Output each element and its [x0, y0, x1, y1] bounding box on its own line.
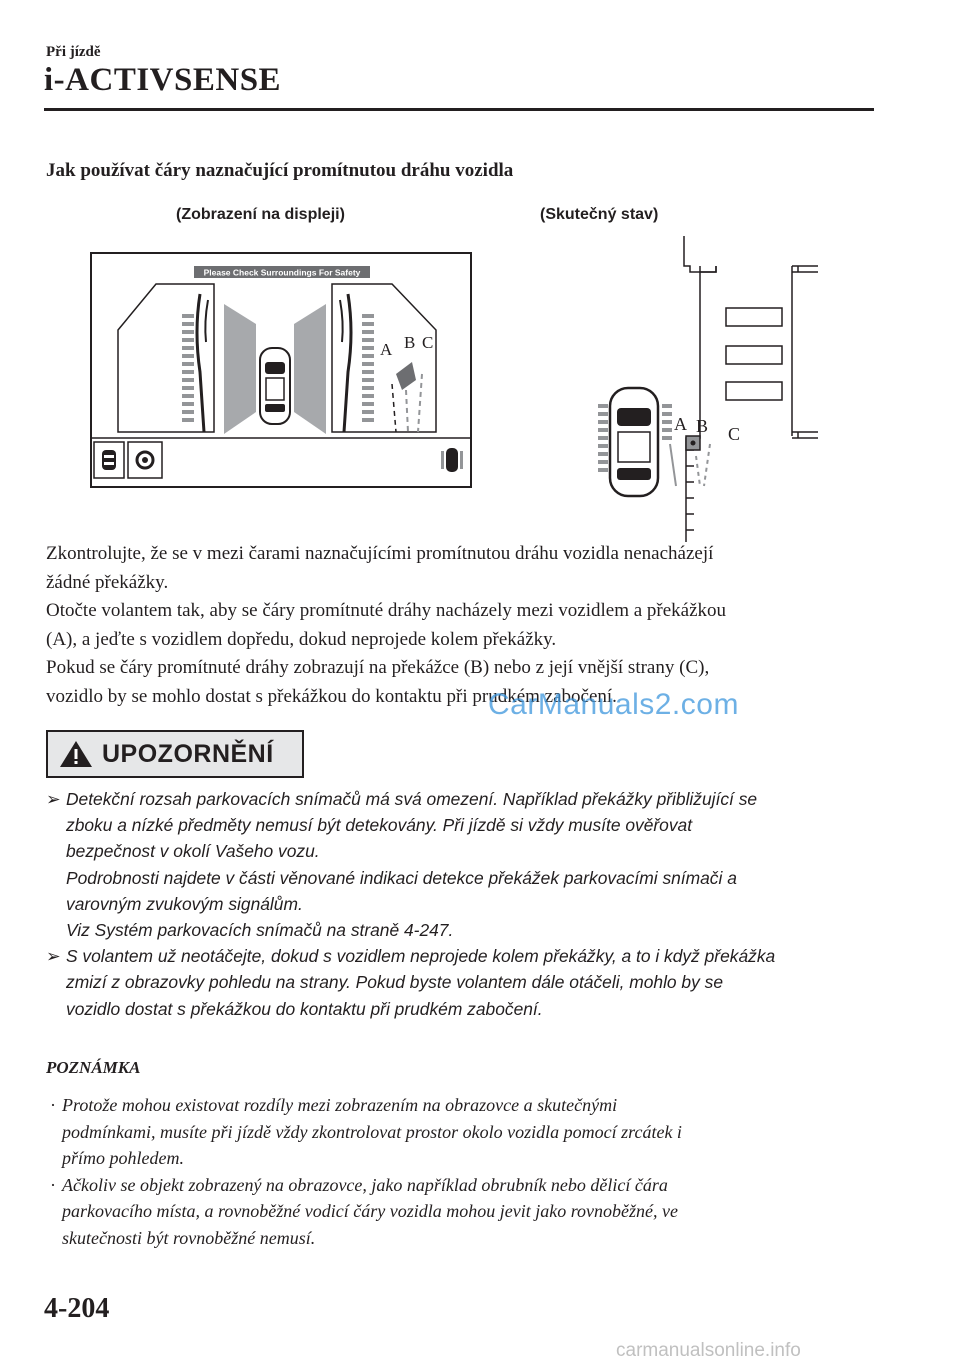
warning-label: UPOZORNĚNÍ	[102, 739, 274, 768]
subheading: Jak používat čáry naznačující promítnutou dráhu vozidla	[46, 160, 514, 181]
note-line: Ačkoliv se objekt zobrazený na obrazovce, jako například obrubník nebo dělicí čára	[62, 1174, 668, 1195]
note-list	[46, 1092, 866, 1251]
caution-line: Viz Systém parkovacích snímačů na straně 4-247.	[66, 920, 454, 941]
body-line: (A), a jeďte s vozidlem dopředu, dokud neprojede kolem překážky.	[46, 628, 557, 650]
label-c-actual: C	[728, 424, 741, 444]
warning-box	[46, 730, 304, 778]
warning-triangle-icon	[58, 739, 94, 769]
caution-item	[46, 943, 886, 1022]
watermark-bottom: carmanualsonline.info	[616, 1340, 801, 1361]
car-topview-display	[260, 348, 290, 424]
bullet-dot: ·	[50, 1174, 56, 1195]
page-number: 4-204	[44, 1293, 110, 1324]
caution-list	[46, 786, 886, 1022]
note-item	[46, 1092, 866, 1172]
note-line: parkovacího místa, a rovnoběžné vodicí čáry vozidla mohou jevit jako rovnoběžné, ve	[62, 1201, 679, 1221]
note-item	[46, 1172, 866, 1252]
banner-text: Please Check Surroundings For Safety	[203, 267, 361, 278]
note-line: Protože mohou existovat rozdíly mezi zobrazením na obrazovce a skutečnými	[62, 1095, 618, 1115]
note-line: přímo pohledem.	[62, 1148, 184, 1168]
title-divider	[44, 108, 874, 111]
arrow-bullet-icon: ➢	[46, 946, 61, 967]
label-b-actual: B	[696, 416, 709, 436]
display-illustration	[90, 252, 472, 488]
caution-line: bezpečnost v okolí Vašeho vozu.	[66, 841, 320, 862]
body-text	[46, 540, 886, 712]
label-b-display: B	[404, 333, 416, 352]
watermark-top: CarManuals2.com	[488, 688, 739, 721]
label-c-display: C	[422, 333, 434, 352]
section-label: Při jízdě	[46, 44, 101, 60]
note-heading: POZNÁMKA	[46, 1058, 141, 1077]
caution-line: zmizí z obrazovky pohledu na strany. Pokud byste volantem dále otáčeli, mohlo by se	[66, 972, 723, 993]
parking-sensor-icon	[102, 450, 116, 470]
bullet-dot: ·	[50, 1095, 56, 1115]
caution-line: varovným zvukovým signálům.	[66, 893, 303, 914]
caution-line: vozidlo dostat s překážkou do kontaktu při prudkém zabočení.	[66, 998, 543, 1019]
body-line: Pokud se čáry promítnuté dráhy zobrazují na překážce (B) nebo z její vnější strany (C),	[46, 657, 710, 679]
body-line: žádné překážky.	[46, 571, 169, 593]
caution-line: Podrobnosti najdete v části věnované indikaci detekce překážek parkovacími snímači a	[66, 867, 737, 888]
actual-illustration	[592, 236, 822, 542]
caution-line: zboku a nízké předměty nemusí být detekovány. Při jízdě si vždy musíte ověřovat	[66, 815, 693, 836]
label-a-actual: A	[674, 414, 687, 434]
caption-display: (Zobrazení na displeji)	[176, 206, 345, 223]
page-title: i-ACTIVSENSE	[44, 62, 282, 98]
car-topview-actual	[610, 388, 658, 496]
arrow-bullet-icon: ➢	[46, 789, 61, 809]
caution-line: S volantem už neotáčejte, dokud s vozidlem neprojede kolem překážky, a to i když překážka	[66, 946, 776, 967]
caution-item	[46, 786, 886, 943]
caption-actual: (Skutečný stav)	[540, 206, 659, 223]
caution-line: Detekční rozsah parkovacích snímačů má svá omezení. Například překážky přibližující se	[66, 789, 758, 809]
body-line: Otočte volantem tak, aby se čáry promítnuté dráhy nacházely mezi vozidlem a překážkou	[46, 600, 727, 622]
note-line: skutečnosti být rovnoběžné nemusí.	[62, 1227, 316, 1248]
label-a-display: A	[380, 340, 393, 359]
note-line: podmínkami, musíte při jízdě vždy zkontrolovat prostor okolo vozidla pomocí zrcátek i	[62, 1121, 682, 1142]
body-line: vozidlo by se mohlo dostat s překážkou do kontaktu při prudkém zabočení.	[46, 685, 617, 707]
body-line: Zkontrolujte, že se v mezi čarami naznačujícími promítnutou dráhu vozidla nenacházejí	[46, 543, 714, 564]
